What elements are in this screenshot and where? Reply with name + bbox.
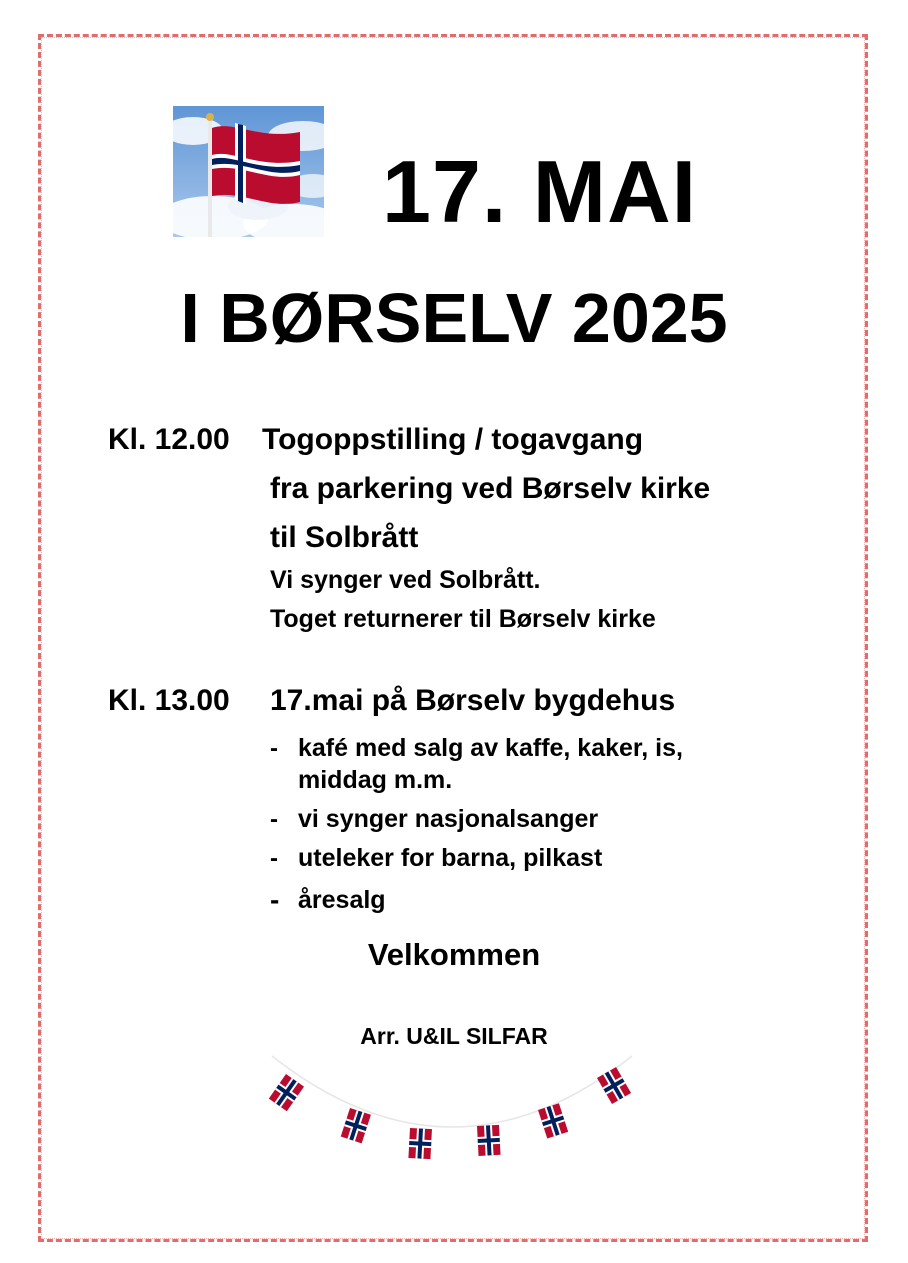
schedule-detail: Toget returnerer til Børselv kirke	[270, 605, 656, 633]
event-date-title: 17. MAI	[382, 142, 698, 241]
garland-flag	[477, 1125, 501, 1156]
garland-flag	[597, 1067, 631, 1104]
organizer-text: Arr. U&IL SILFAR	[360, 1023, 548, 1049]
list-bullet: -	[270, 845, 278, 872]
schedule-time-2: Kl. 13.00	[108, 684, 230, 717]
list-item: uteleker for barna, pilkast	[298, 844, 603, 872]
schedule-detail: Vi synger ved Solbrått.	[270, 566, 541, 594]
list-item: vi synger nasjonalsanger	[298, 805, 599, 833]
norwegian-flag-photo	[173, 106, 324, 237]
schedule-headline-1: Togoppstilling / togavgang	[262, 423, 644, 456]
schedule-line: til Solbrått	[270, 521, 419, 554]
garland-flag	[341, 1108, 371, 1143]
event-place-title: I BØRSELV 2025	[180, 279, 728, 357]
list-bullet: -	[270, 884, 280, 915]
list-item: middag m.m.	[298, 766, 453, 794]
schedule-time-1: Kl. 12.00	[108, 423, 230, 456]
flag-garland-decoration	[262, 1048, 642, 1173]
list-bullet: -	[270, 806, 278, 833]
schedule-headline-2: 17.mai på Børselv bygdehus	[270, 684, 676, 717]
list-bullet: -	[270, 735, 278, 762]
schedule-line: fra parkering ved Børselv kirke	[270, 472, 711, 505]
garland-flag	[408, 1128, 432, 1159]
garland-flag	[269, 1074, 304, 1111]
list-item: kafé med salg av kaffe, kaker, is,	[298, 734, 683, 762]
list-item: åresalg	[298, 886, 386, 914]
welcome-text: Velkommen	[367, 937, 541, 972]
